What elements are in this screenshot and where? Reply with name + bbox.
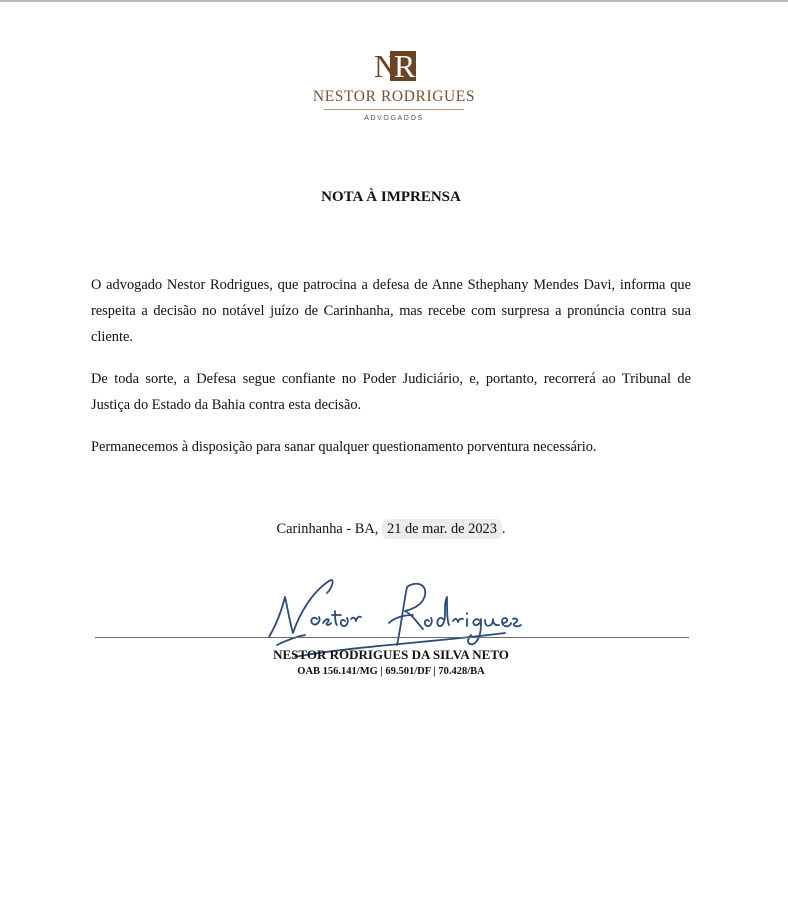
signature-line xyxy=(95,637,689,638)
logo-letter-n: N xyxy=(374,48,398,84)
logo-subtitle: ADVOGADOS xyxy=(364,115,424,122)
signer-name: NESTOR RODRIGUES DA SILVA NETO xyxy=(273,647,509,662)
top-border xyxy=(0,0,788,2)
place-and-date xyxy=(0,516,782,542)
date-suffix: . xyxy=(501,521,506,537)
law-firm-logo xyxy=(0,50,788,123)
paragraph: Permanecemos à disposição para sanar qualquer questionamento porventura necessário. xyxy=(91,439,597,455)
logo-firm-name: NESTOR RODRIGUES xyxy=(312,88,476,105)
document-title: NOTA À IMPRENSA xyxy=(321,189,461,205)
logo-monogram xyxy=(368,50,420,84)
signer-oab-registration: OAB 156.141/MG | 69.501/DF | 70.428/BA xyxy=(297,666,485,677)
signature-strokes xyxy=(269,580,521,657)
paragraph: De toda sorte, a Defesa segue confiante no Poder Judiciário, e, portanto, recorrerá ao Tribunal de Justiça do Estado da Bahia contra esta decisão. xyxy=(91,371,691,413)
place-text: Carinhanha - BA, xyxy=(276,521,379,537)
paragraph: O advogado Nestor Rodrigues, que patrocina a defesa de Anne Sthephany Mendes Davi, informa que respeita a decisão no notável juízo de Carinhanha, mas recebe com surpresa a pronúncia contra sua cliente. xyxy=(91,277,691,345)
logo-letter-r: R xyxy=(394,48,416,84)
document-body xyxy=(91,272,691,476)
date-chip[interactable]: 21 de mar. de 2023 xyxy=(382,519,502,539)
logo-divider xyxy=(324,109,464,110)
